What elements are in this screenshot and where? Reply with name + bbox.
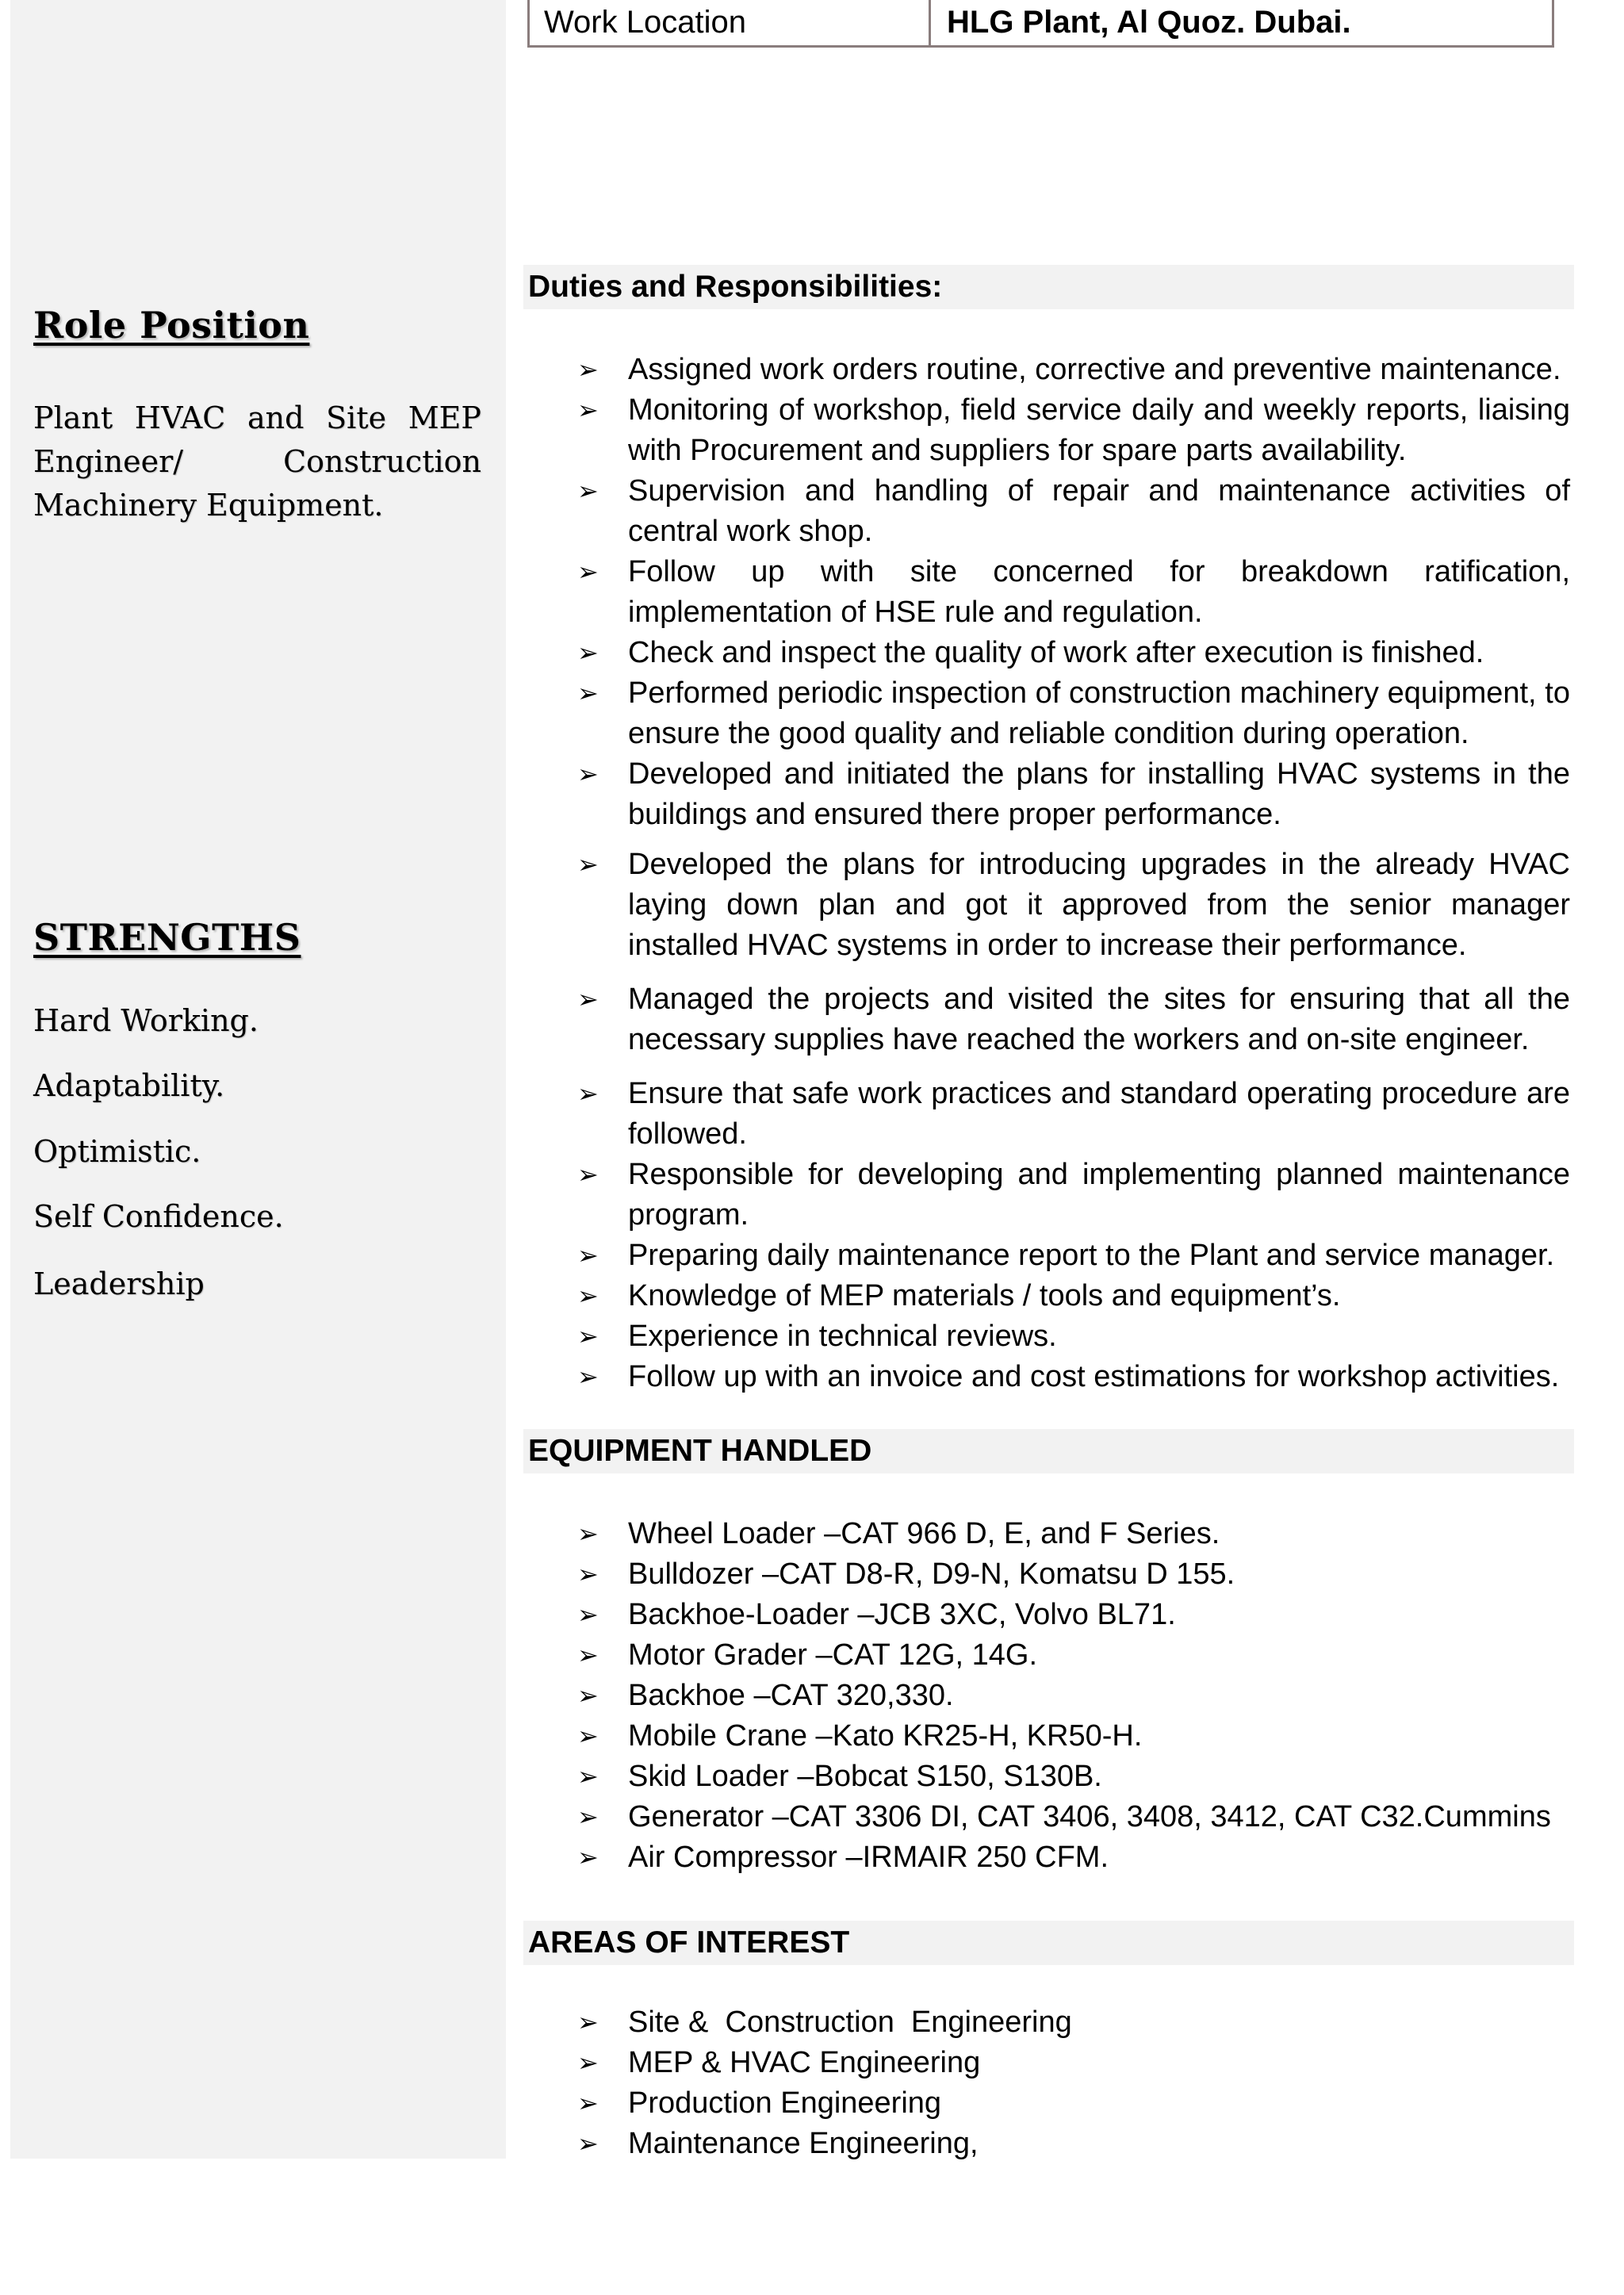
- list-item: ➢ Follow up with site concerned for breakdown ratification, implementation of HSE rule and regulation.: [571, 552, 1570, 633]
- list-item: ➢ Bulldozer –CAT D8-R, D9-N, Komatsu D 155.: [571, 1554, 1570, 1595]
- strengths-heading: STRENGTHS: [33, 916, 301, 959]
- arrow-bullet-icon: ➢: [577, 1842, 599, 1872]
- list-item: ➢ Monitoring of workshop, field service daily and weekly reports, liaising with Procurement and suppliers for spare parts availability.: [571, 390, 1570, 471]
- arrow-bullet-icon: ➢: [577, 1721, 599, 1751]
- arrow-bullet-icon: ➢: [577, 1680, 599, 1711]
- list-item: ➢ Check and inspect the quality of work after execution is finished.: [571, 633, 1570, 673]
- interests-heading: AREAS OF INTEREST: [523, 1921, 1574, 1965]
- list-item: ➢ Maintenance Engineering,: [571, 2124, 1570, 2164]
- strength-item: Adaptability.: [33, 1068, 225, 1103]
- arrow-bullet-icon: ➢: [577, 2088, 599, 2118]
- arrow-bullet-icon: ➢: [577, 476, 599, 506]
- list-item: ➢ Ensure that safe work practices and standard operating procedure are followed.: [571, 1074, 1570, 1155]
- arrow-bullet-icon: ➢: [577, 2128, 599, 2159]
- arrow-bullet-icon: ➢: [577, 984, 599, 1014]
- list-item: ➢ Experience in technical reviews.: [571, 1316, 1570, 1357]
- list-item: ➢ Motor Grader –CAT 12G, 14G.: [571, 1635, 1570, 1676]
- equipment-list: [571, 1514, 1570, 1878]
- arrow-bullet-icon: ➢: [577, 1079, 599, 1109]
- arrow-bullet-icon: ➢: [577, 1559, 599, 1589]
- role-position-text: Plant HVAC and Site MEP Engineer/ Construction Machinery Equipment.: [33, 400, 481, 523]
- arrow-bullet-icon: ➢: [577, 849, 599, 879]
- work-location-label: Work Location: [530, 0, 931, 45]
- arrow-bullet-icon: ➢: [577, 354, 599, 385]
- list-item: ➢ Wheel Loader –CAT 966 D, E, and F Series.: [571, 1514, 1570, 1554]
- arrow-bullet-icon: ➢: [577, 1240, 599, 1270]
- strength-item: Self Confidence.: [33, 1199, 284, 1234]
- arrow-bullet-icon: ➢: [577, 1362, 599, 1392]
- arrow-bullet-icon: ➢: [577, 395, 599, 425]
- list-item: ➢ Skid Loader –Bobcat S150, S130B.: [571, 1757, 1570, 1797]
- strength-item: Optimistic.: [33, 1134, 201, 1169]
- work-location-row: [527, 0, 1554, 48]
- list-item: ➢ Backhoe-Loader –JCB 3XC, Volvo BL71.: [571, 1595, 1570, 1635]
- arrow-bullet-icon: ➢: [577, 2007, 599, 2037]
- list-item: ➢ Developed the plans for introducing upgrades in the already HVAC laying down plan and got it approved from the senior manager installed HVAC systems in order to increase their performance.: [571, 845, 1570, 966]
- arrow-bullet-icon: ➢: [577, 1321, 599, 1351]
- arrow-bullet-icon: ➢: [577, 1802, 599, 1832]
- arrow-bullet-icon: ➢: [577, 2048, 599, 2078]
- list-item: ➢ Site & Construction Engineering: [571, 2002, 1570, 2043]
- list-item: ➢ Air Compressor –IRMAIR 250 CFM.: [571, 1837, 1570, 1878]
- arrow-bullet-icon: ➢: [577, 1519, 599, 1549]
- arrow-bullet-icon: ➢: [577, 1640, 599, 1670]
- arrow-bullet-icon: ➢: [577, 1761, 599, 1791]
- list-item: ➢ MEP & HVAC Engineering: [571, 2043, 1570, 2083]
- list-item: ➢ Managed the projects and visited the sites for ensuring that all the necessary supplies have reached the workers and on-site engineer.: [571, 979, 1570, 1060]
- list-item: ➢ Performed periodic inspection of construction machinery equipment, to ensure the good quality and reliable condition during operation.: [571, 673, 1570, 754]
- list-item: ➢ Generator –CAT 3306 DI, CAT 3406, 3408, 3412, CAT C32.Cummins: [571, 1797, 1570, 1837]
- list-item: ➢ Mobile Crane –Kato KR25-H, KR50-H.: [571, 1716, 1570, 1757]
- arrow-bullet-icon: ➢: [577, 638, 599, 668]
- equipment-heading: EQUIPMENT HANDLED: [523, 1429, 1574, 1473]
- list-item: ➢ Assigned work orders routine, corrective and preventive maintenance.: [571, 350, 1570, 390]
- list-item: ➢ Production Engineering: [571, 2083, 1570, 2124]
- list-item: ➢ Follow up with an invoice and cost estimations for workshop activities.: [571, 1357, 1570, 1397]
- interests-list: [571, 2002, 1570, 2164]
- role-position-heading: Role Position: [33, 304, 310, 347]
- work-location-value: HLG Plant, Al Quoz. Dubai.: [947, 5, 1351, 40]
- list-item: ➢ Backhoe –CAT 320,330.: [571, 1676, 1570, 1716]
- arrow-bullet-icon: ➢: [577, 1600, 599, 1630]
- list-item: ➢ Responsible for developing and implementing planned maintenance program.: [571, 1155, 1570, 1236]
- strength-item: Leadership: [33, 1266, 205, 1301]
- arrow-bullet-icon: ➢: [577, 678, 599, 708]
- arrow-bullet-icon: ➢: [577, 759, 599, 789]
- list-item: ➢ Developed and initiated the plans for installing HVAC systems in the buildings and ensured there proper performance.: [571, 754, 1570, 835]
- strength-item: Hard Working.: [33, 1003, 259, 1038]
- arrow-bullet-icon: ➢: [577, 557, 599, 587]
- list-item: ➢ Preparing daily maintenance report to the Plant and service manager.: [571, 1236, 1570, 1276]
- duties-list: [571, 350, 1570, 1397]
- list-item: ➢ Supervision and handling of repair and maintenance activities of central work shop.: [571, 471, 1570, 552]
- duties-heading: Duties and Responsibilities:: [523, 265, 1574, 309]
- list-item: ➢ Knowledge of MEP materials / tools and equipment’s.: [571, 1276, 1570, 1316]
- arrow-bullet-icon: ➢: [577, 1159, 599, 1190]
- arrow-bullet-icon: ➢: [577, 1281, 599, 1311]
